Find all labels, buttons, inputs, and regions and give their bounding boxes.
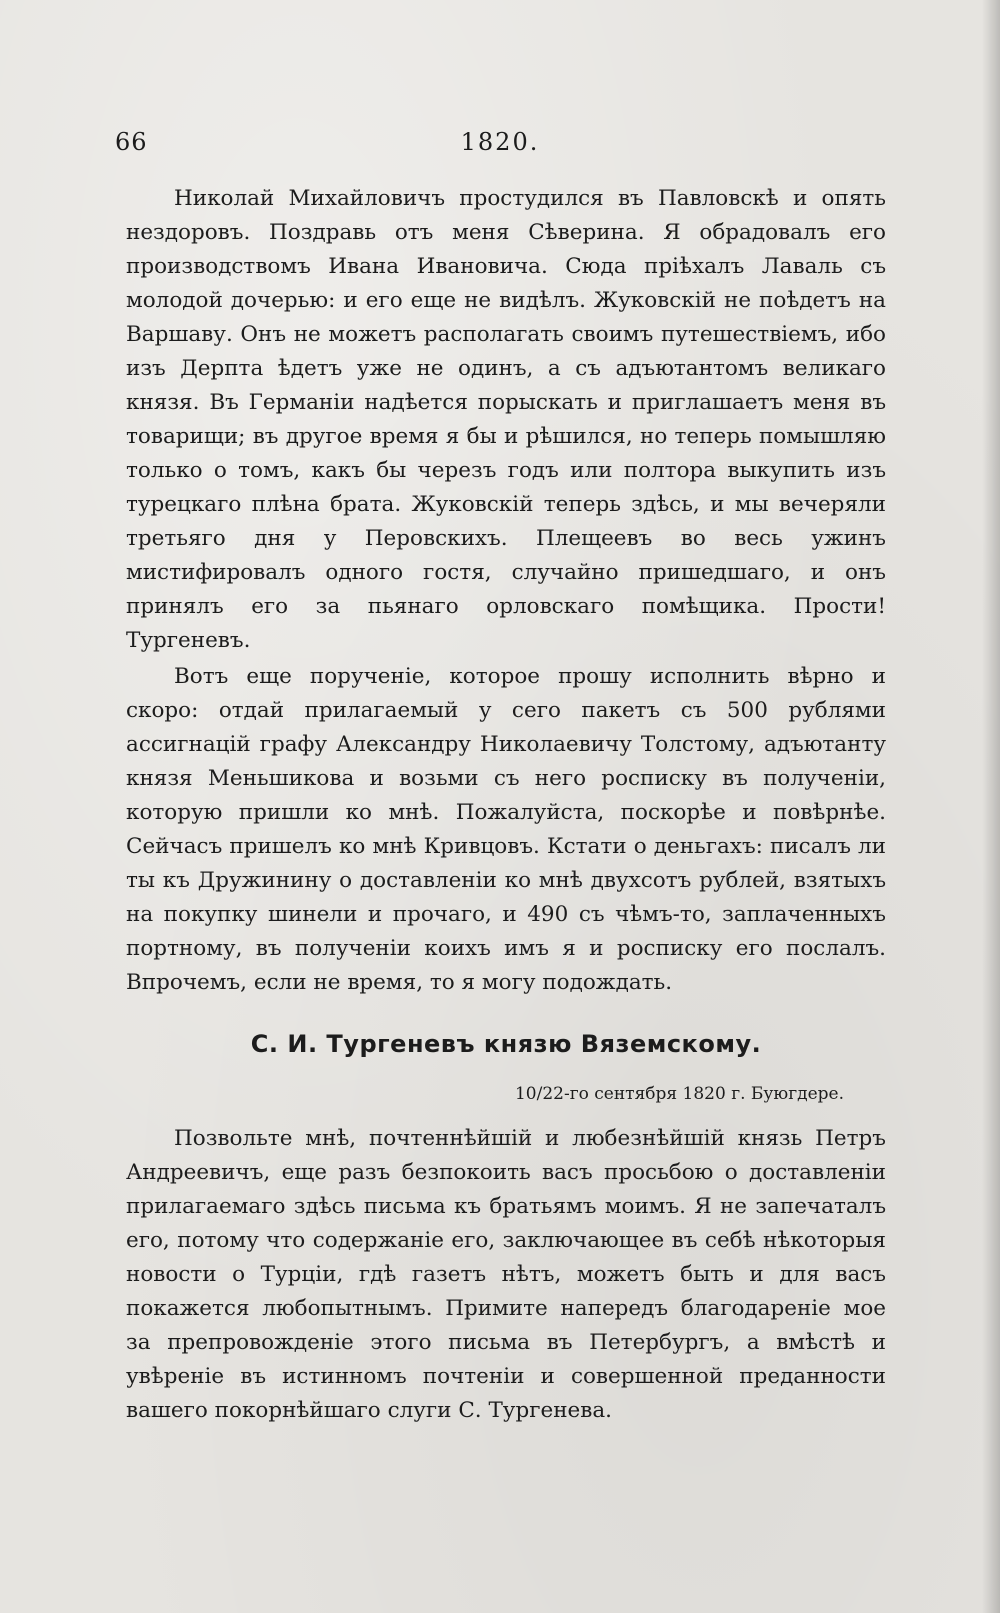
page-edge-shadow [982,0,1000,1613]
letter-1-body [126,182,886,1000]
running-head-year: 1820. [460,128,540,156]
letter-1-paragraph: Николай Михайловичъ простудился въ Павловскѣ и опять нездоровъ. Поздравь отъ меня Сѣверина. Я обрадовалъ его производствомъ Ивана Ивановича. Сюда прiѣхалъ Лаваль съ молодой дочерью: и его еще не видѣлъ. Жуковскiй не поѣдетъ на Варшаву. Онъ не можетъ располагать своимъ путешествiемъ, ибо изъ Дерпта ѣдетъ уже не одинъ, а съ адъютантомъ великаго князя. Въ Германiи надѣется порыскать и приглашаетъ меня въ товарищи; въ другое время я бы и рѣшился, но теперь помышляю только о томъ, какъ бы черезъ годъ или полтора выкупить изъ турецкаго плѣна брата. Жуковскiй теперь здѣсь, и мы вечеряли третьяго дня у Перовскихъ. Плещеевъ во весь ужинъ мистифировалъ одного гостя, случайно пришедшаго, и онъ принялъ его за пьянаго орловскаго помѣщика. Прости! Тургеневъ. [126,186,886,653]
page-header [115,128,885,162]
page-number: 66 [115,128,148,156]
letter-1-paragraph: Вотъ еще порученiе, которое прошу исполнить вѣрно и скоро: отдай прилагаемый у сего пакетъ съ 500 рублями ассигнацiй графу Александру Николаевичу Толстому, адъютанту князя Меньшикова и возьми съ него росписку въ полученiи, которую пришли ко мнѣ. Пожалуйста, поскорѣе и повѣрнѣе. Сейчасъ пришелъ ко мнѣ Кривцовъ. Кстати о деньгахъ: писалъ ли ты къ Дружинину о доставленiи ко мнѣ двухсотъ рублей, взятыхъ на покупку шинели и прочаго, и 490 съ чѣмъ-то, заплаченныхъ портному, въ полученiи коихъ имъ я и росписку его послалъ. Впрочемъ, если не время, то я могу подождать. [126,664,886,995]
letter-2-paragraph: Позвольте мнѣ, почтеннѣйшiй и любезнѣйшiй князь Петръ Андреевичъ, еще разъ безпокоить васъ просьбою о доставленiи прилагаемаго здѣсь письма къ братьямъ моимъ. Я не запечаталъ его, потому что содержанiе его, заключающее въ себѣ нѣкоторыя новости о Турцiи, гдѣ газетъ нѣтъ, можетъ быть и для васъ покажется любопытнымъ. Примите напередъ благодаренiе мое за препровожденiе этого письма въ Петербургъ, а вмѣстѣ и увѣренiе въ истинномъ почтенiи и совершенной преданности вашего покорнѣйшаго слуги С. Тургенева. [126,1126,886,1423]
letter-dateline: 10/22-го сентября 1820 г. Буюгдере. [514,1084,844,1104]
section-title: С. И. Тургеневъ князю Вяземскому. [250,1030,762,1058]
letter-2-body [126,1122,886,1428]
